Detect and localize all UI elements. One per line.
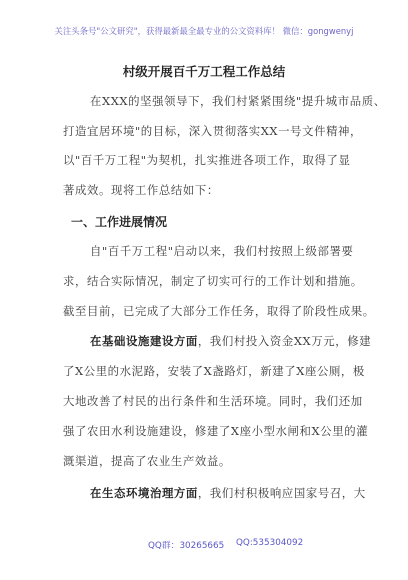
text-line: 强了农田水利设施建设，修建了X座小型水闸和X公里的灌 xyxy=(63,424,369,438)
text-line: 在XXX的坚强领导下，我们村紧紧围绕"提升城市品质、 xyxy=(90,94,386,108)
text-line: 著成效。现将工作总结如下： xyxy=(63,183,219,197)
bold-lead: 在基础设施建设方面 xyxy=(90,334,198,348)
footer-qq-group: QQ群：30265665 xyxy=(148,541,225,551)
document-title: 村级开展百千万工程工作总结 xyxy=(122,64,286,79)
text-line: 打造宜居环境"的目标，深入贯彻落实XX一号文件精神， xyxy=(63,124,363,138)
text-line: 大地改善了村民的出行条件和生活环境。同时，我们还加 xyxy=(63,394,363,408)
bold-lead: 在生态环境治理方面 xyxy=(90,486,198,500)
text-line: 自"百千万工程"启动以来，我们村按照上级部署要 xyxy=(90,244,354,258)
footer-qq: QQ:535304092 xyxy=(236,538,304,548)
header-note: 关注头条号"公文研究"，获得最新最全最专业的公文资料库！ 微信：gongwenyj xyxy=(54,26,354,36)
text-line: 截至目前，已完成了大部分工作任务，取得了阶段性成果。 xyxy=(63,304,375,318)
text-line: 求，结合实际情况，制定了切实可行的工作计划和措施。 xyxy=(63,274,363,288)
text-line: ，我们村积极响应国家号召，大 xyxy=(197,486,366,500)
text-line: 了X公里的水泥路，安装了X盏路灯，新建了X座公厕，极 xyxy=(63,364,365,378)
text-line: ，我们村投入资金XX万元，修建 xyxy=(197,334,372,348)
text-line: 溉渠道，提高了农业生产效益。 xyxy=(63,454,231,468)
text-line: 以"百千万工程"为契机，扎实推进各项工作，取得了显 xyxy=(63,153,351,167)
section-heading: 一、工作进展情况 xyxy=(71,215,168,229)
